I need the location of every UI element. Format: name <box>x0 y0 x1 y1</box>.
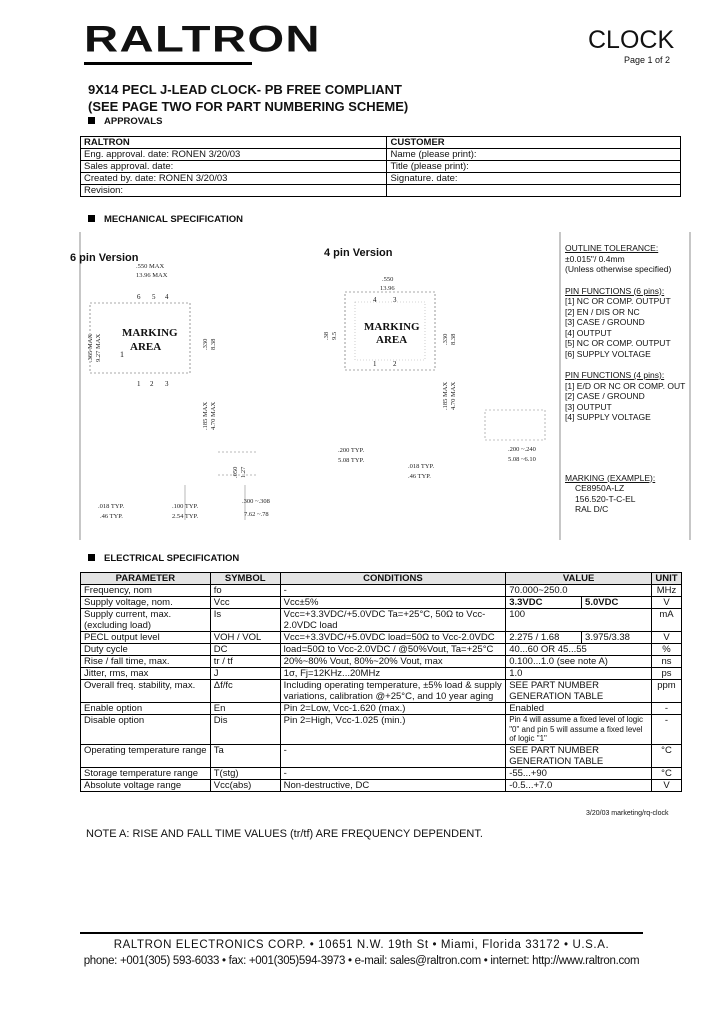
param-cell: PECL output level <box>81 632 211 644</box>
value-cell-3v3: 3.3VDC <box>506 597 582 609</box>
header-unit: UNIT <box>651 573 681 585</box>
conditions-cell: Non-destructive, DC <box>280 779 506 791</box>
header-parameter: PARAMETER <box>81 573 211 585</box>
dimension-label: .185 MAX <box>442 381 449 410</box>
marking-example: RAL D/C <box>575 504 609 514</box>
dimension-label: .365 MAX <box>87 333 94 362</box>
footer-address: RALTRON ELECTRONICS CORP. • 10651 N.W. 19th St • Miami, Florida 33172 • U.S.A. <box>113 939 610 951</box>
value-cell: -0.5...+7.0 <box>506 779 652 791</box>
pad-layout-outline <box>485 410 545 440</box>
document-subtitle: (SEE PAGE TWO FOR PART NUMBERING SCHEME) <box>88 99 409 114</box>
unit-cell: - <box>651 715 681 745</box>
symbol-cell: T(stg) <box>210 767 280 779</box>
value-cell-5v: 3.975/3.38 <box>582 632 652 644</box>
param-cell: Jitter, rms, max <box>81 668 211 680</box>
approval-cell: Eng. approval. date: RONEN 3/20/03 <box>81 149 387 161</box>
value-cell: 40...60 OR 45...55 <box>506 644 652 656</box>
pin-function: [3] CASE / GROUND <box>565 317 645 327</box>
table-row <box>81 744 682 767</box>
dimension-label: 9.5 <box>331 331 338 340</box>
conditions-cell: Pin 2=High, Vcc-1.025 (min.) <box>280 715 506 745</box>
value-cell: Pin 4 will assume a fixed level of logic "0" and pin 5 will assume a fixed level of logic "1" <box>506 715 652 745</box>
pin-function: [1] NC OR COMP. OUTPUT <box>565 296 671 306</box>
dimension-label: .200 TYP. <box>338 447 365 454</box>
approval-cell: Name (please print): <box>387 149 681 161</box>
symbol-cell: tr / tf <box>210 656 280 668</box>
param-cell: Frequency, nom <box>81 585 211 597</box>
symbol-cell: J <box>210 668 280 680</box>
dimension-label: .38 <box>323 331 330 340</box>
symbol-cell: Ta <box>210 744 280 767</box>
dimension-label: .200 ~.240 <box>508 446 536 453</box>
conditions-cell: load=50Ω to Vcc-2.0VDC / @50%Vout, Ta=+25°C <box>280 644 506 656</box>
pin6-title: PIN FUNCTIONS (6 pins): <box>565 285 665 296</box>
conditions-cell: - <box>280 744 506 767</box>
symbol-cell: VOH / VOL <box>210 632 280 644</box>
param-cell: Absolute voltage range <box>81 779 211 791</box>
table-row <box>81 597 682 609</box>
marking-title: MARKING (EXAMPLE): <box>565 472 656 483</box>
symbol-cell: Dis <box>210 715 280 745</box>
pin-function: [2] EN / DIS OR NC <box>565 306 640 317</box>
dimension-label: 5.08 TYP. <box>338 457 365 464</box>
param-cell: Supply current, max. (excluding load) <box>81 609 211 632</box>
dimension-label: 13.96 MAX <box>136 272 168 279</box>
pin-function: [3] OUTPUT <box>565 401 612 412</box>
dimension-label: .46 TYP. <box>100 513 123 520</box>
pin-function: [4] SUPPLY VOLTAGE <box>565 412 651 422</box>
conditions-cell: Including operating temperature, ±5% load & supply variations, calibration @+25°C, and 10 year aging <box>280 680 506 703</box>
unit-cell: mA <box>651 609 681 632</box>
value-cell: 100 <box>506 609 652 632</box>
revision-stamp: 3/20/03 marketing/rq-clock <box>586 810 669 817</box>
page-number: Page 1 of 2 <box>624 55 671 65</box>
dimension-label: 8.38 <box>210 338 217 350</box>
dimension-label: 7.62 ~.78 <box>244 511 269 518</box>
param-cell: Disable option <box>81 715 211 745</box>
note-a: NOTE A: RISE AND FALL TIME VALUES (tr/tf) ARE FREQUENCY DEPENDENT. <box>86 828 483 840</box>
four-pin-marking-label: MARKING <box>364 321 420 333</box>
table-row <box>81 644 682 656</box>
pin1-marker: 1 <box>120 350 124 359</box>
marking-example: CE8950A-LZ <box>575 483 625 493</box>
pin-number: 3 <box>165 380 169 388</box>
unit-cell: % <box>651 644 681 656</box>
raltron-column-header: RALTRON <box>81 137 387 149</box>
pin-number: 2 <box>393 360 397 368</box>
dimension-label: .100 TYP. <box>172 503 199 510</box>
conditions-cell: Vcc±5% <box>280 597 506 609</box>
conditions-cell: 1σ, Fj=12KHz...20MHz <box>280 668 506 680</box>
header-conditions: CONDITIONS <box>280 573 506 585</box>
table-row <box>81 680 682 703</box>
param-cell: Operating temperature range <box>81 744 211 767</box>
table-row <box>81 585 682 597</box>
value-cell: Enabled <box>506 703 652 715</box>
symbol-cell: DC <box>210 644 280 656</box>
six-pin-area-label: AREA <box>130 341 162 353</box>
unit-cell: °C <box>651 767 681 779</box>
pin-number: 3 <box>393 296 397 304</box>
table-row <box>81 767 682 779</box>
unit-cell: ps <box>651 668 681 680</box>
dimension-label: .550 MAX <box>136 263 165 270</box>
symbol-cell: fo <box>210 585 280 597</box>
unit-cell: V <box>651 632 681 644</box>
dimension-label: 13.96 <box>380 285 395 292</box>
four-pin-area-label: AREA <box>376 334 408 346</box>
unit-cell: °C <box>651 744 681 767</box>
dimension-label: .300 ~.308 <box>242 498 270 505</box>
table-row <box>81 703 682 715</box>
pin-function: [1] E/D OR NC OR COMP. OUT <box>565 380 686 391</box>
symbol-cell: Vcc(abs) <box>210 779 280 791</box>
dimension-label: .018 TYP. <box>98 503 125 510</box>
dimension-label: 4.70 MAX <box>210 401 217 430</box>
bullet-icon <box>88 554 95 561</box>
approvals-heading: APPROVALS <box>88 116 162 127</box>
pin-function: [5] NC OR COMP. OUTPUT <box>565 338 671 348</box>
marking-example: 156.520-T-C-EL <box>575 493 636 504</box>
symbol-cell: Vcc <box>210 597 280 609</box>
approval-cell: Revision: <box>81 185 387 197</box>
dimension-label: .018 TYP. <box>408 463 435 470</box>
table-row <box>81 779 682 791</box>
footer-contact: phone: +001(305) 593-6033 • fax: +001(305)594-3973 • e-mail: sales@raltron.com • internet: http://www.raltron.com <box>83 955 640 967</box>
raltron-logo: RALTRON <box>84 18 321 60</box>
side-notes <box>565 243 685 515</box>
dimension-label: .550 <box>382 276 394 283</box>
table-row <box>81 632 682 644</box>
document-title: 9X14 PECL J-LEAD CLOCK- PB FREE COMPLIANT <box>88 82 402 97</box>
value-cell: SEE PART NUMBER GENERATION TABLE <box>506 744 652 767</box>
approval-cell: Title (please print): <box>387 161 681 173</box>
pin-number: 6 <box>137 293 141 301</box>
param-cell: Supply voltage, nom. <box>81 597 211 609</box>
dimension-label: 5.08 ~6.10 <box>508 456 536 463</box>
pin-number: 5 <box>152 293 156 301</box>
pin4-title: PIN FUNCTIONS (4 pins): <box>565 370 665 380</box>
six-pin-marking-label: MARKING <box>122 327 178 339</box>
pin-number: 1 <box>137 380 141 388</box>
unit-cell: - <box>651 703 681 715</box>
tolerance-value: ±0.015"/ 0.4mm <box>565 253 625 264</box>
pin-number: 4 <box>165 293 169 301</box>
conditions-cell: Vcc=+3.3VDC/+5.0VDC load=50Ω to Vcc-2.0VDC <box>280 632 506 644</box>
pin-number: 1 <box>373 360 377 368</box>
pin-function: [6] SUPPLY VOLTAGE <box>565 348 651 359</box>
value-cell-5v: 5.0VDC <box>582 597 652 609</box>
four-pin-title: 4 pin Version <box>324 247 393 259</box>
dimension-label: .330 <box>202 338 209 350</box>
value-cell: 0.100...1.0 (see note A) <box>506 656 652 668</box>
symbol-cell: En <box>210 703 280 715</box>
value-cell: 1.0 <box>506 668 652 680</box>
param-cell: Rise / fall time, max. <box>81 656 211 668</box>
tolerance-title: OUTLINE TOLERANCE: <box>565 243 659 253</box>
param-cell: Enable option <box>81 703 211 715</box>
electrical-heading: ELECTRICAL SPECIFICATION <box>88 553 239 564</box>
table-row <box>81 656 682 668</box>
table-row <box>81 668 682 680</box>
customer-column-header: CUSTOMER <box>387 137 681 149</box>
approval-cell: Sales approval. date: <box>81 161 387 173</box>
value-cell-3v3: 2.275 / 1.68 <box>506 632 582 644</box>
pin-number: 4 <box>373 296 377 304</box>
conditions-cell: - <box>280 767 506 779</box>
table-row <box>81 715 682 745</box>
param-cell: Storage temperature range <box>81 767 211 779</box>
document-category: CLOCK <box>588 26 675 54</box>
dimension-label: .050 <box>232 466 239 478</box>
conditions-cell: 20%~80% Vout, 80%~20% Vout, max <box>280 656 506 668</box>
unit-cell: V <box>651 597 681 609</box>
dimension-label: 4.70 MAX <box>450 381 457 410</box>
unit-cell: ns <box>651 656 681 668</box>
dimension-label: 2.54 TYP. <box>172 513 199 520</box>
mechanical-heading: MECHANICAL SPECIFICATION <box>88 214 243 225</box>
dimension-label: 9.27 MAX <box>95 333 102 362</box>
param-cell: Duty cycle <box>81 644 211 656</box>
electrical-spec-table <box>80 572 682 792</box>
dimension-label: .185 MAX <box>202 401 209 430</box>
table-row <box>81 609 682 632</box>
dimension-label: .330 <box>442 333 449 345</box>
param-cell: Overall freq. stability, max. <box>81 680 211 703</box>
six-pin-title: 6 pin Version <box>70 252 139 264</box>
approval-cell: Signature. date: <box>387 173 681 185</box>
symbol-cell: Is <box>210 609 280 632</box>
unit-cell: V <box>651 779 681 791</box>
unit-cell: ppm <box>651 680 681 703</box>
value-cell: -55...+90 <box>506 767 652 779</box>
header-value: VALUE <box>506 573 652 585</box>
pin-function: [2] CASE / GROUND <box>565 391 645 401</box>
pin-number: 2 <box>150 380 154 388</box>
value-cell: 70.000~250.0 <box>506 585 652 597</box>
dimension-label: .46 TYP. <box>408 473 431 480</box>
footer-rule <box>80 932 643 934</box>
conditions-cell: - <box>280 585 506 597</box>
approval-cell: Created by. date: RONEN 3/20/03 <box>81 173 387 185</box>
value-cell: SEE PART NUMBER GENERATION TABLE <box>506 680 652 703</box>
conditions-cell: Pin 2=Low, Vcc-1.620 (max.) <box>280 703 506 715</box>
dimension-label: 1.27 <box>240 466 247 478</box>
pin-function: [4] OUTPUT <box>565 327 612 338</box>
dimension-label: 8.38 <box>450 333 457 345</box>
header-symbol: SYMBOL <box>210 573 280 585</box>
conditions-cell: Vcc=+3.3VDC/+5.0VDC Ta=+25°C, 50Ω to Vcc-2.0VDC load <box>280 609 506 632</box>
unit-cell: MHz <box>651 585 681 597</box>
tolerance-note: (Unless otherwise specified) <box>565 264 672 274</box>
symbol-cell: Δf/fc <box>210 680 280 703</box>
